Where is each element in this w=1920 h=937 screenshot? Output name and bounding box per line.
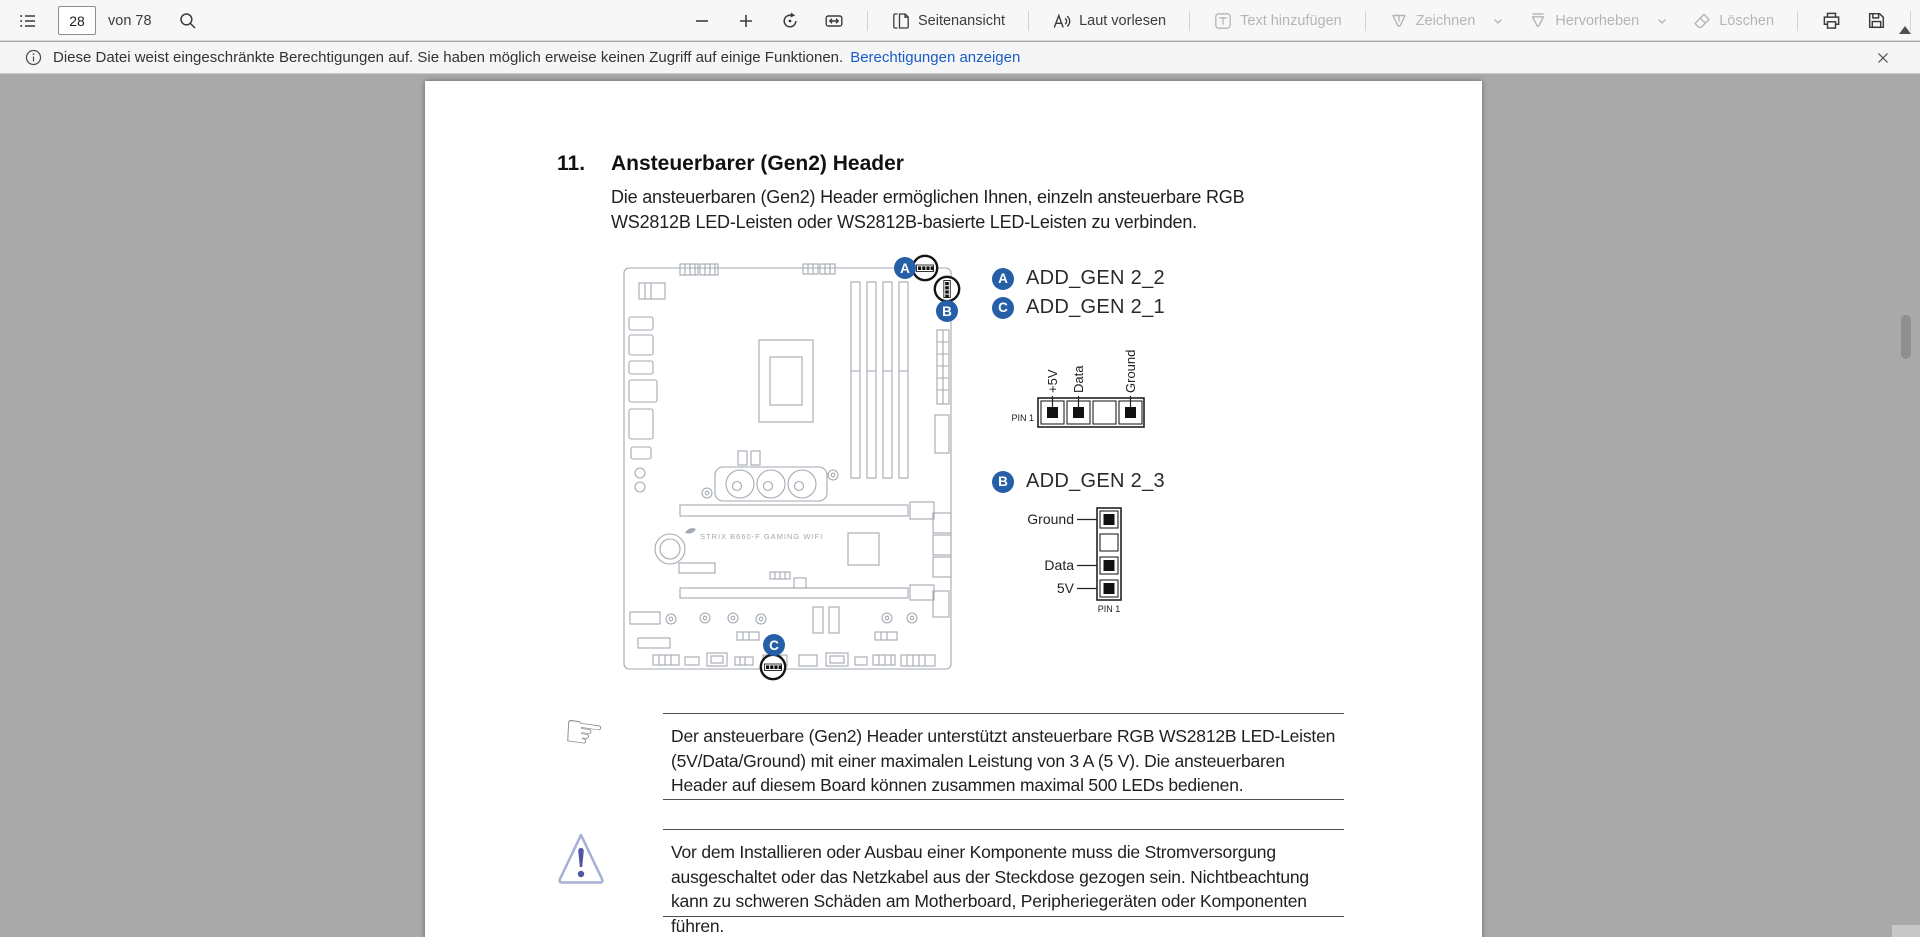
table-of-contents-icon — [18, 11, 38, 31]
toolbar-main-group — [690, 0, 1920, 41]
scrollbar-thumb[interactable] — [1901, 315, 1911, 359]
pdf-canvas — [0, 74, 1920, 937]
page-view-label: Seitenansicht — [918, 12, 1006, 29]
show-permissions-link[interactable]: Berechtigungen anzeigen — [850, 49, 1021, 66]
pin-label-5v: +5V — [1045, 369, 1060, 393]
draw-button[interactable] — [1387, 9, 1507, 33]
info-icon — [24, 48, 43, 67]
save-floppy-icon — [1866, 10, 1887, 31]
note-hand-icon: ☞ — [559, 702, 608, 762]
read-aloud-button[interactable] — [1050, 9, 1168, 33]
legend-label-add-gen-2-1: ADD_GEN 2_1 — [1026, 296, 1165, 318]
toolbar-divider — [1189, 11, 1190, 31]
section-number: 11. — [557, 152, 586, 175]
zoom-out-button[interactable] — [690, 9, 714, 33]
section-title: Ansteuerbarer (Gen2) Header — [611, 152, 904, 175]
pin1-label: PIN 1 — [1097, 604, 1121, 614]
erase-label: Löschen — [1719, 12, 1775, 29]
draw-pen-icon — [1389, 11, 1409, 31]
warning-triangle-icon — [557, 831, 605, 887]
save-button[interactable] — [1864, 8, 1889, 33]
pdf-toolbar — [0, 0, 1920, 41]
legend-label-add-gen-2-2: ADD_GEN 2_2 — [1026, 267, 1165, 289]
legend-marker-c: C — [992, 297, 1014, 319]
read-aloud-label: Laut vorlesen — [1079, 12, 1167, 29]
add-text-icon — [1213, 11, 1233, 31]
toolbar-divider — [1028, 11, 1029, 31]
fit-to-width-button[interactable] — [822, 9, 846, 33]
erase-button[interactable] — [1690, 9, 1776, 33]
pdf-page — [425, 81, 1482, 937]
pin-label-data: Data — [1044, 557, 1074, 573]
motherboard-diagram — [623, 261, 968, 681]
add-text-label: Text hinzufügen — [1240, 12, 1342, 29]
legend-row — [992, 470, 1165, 493]
search-icon — [178, 11, 198, 31]
printer-icon — [1821, 10, 1842, 31]
close-icon[interactable] — [1874, 49, 1892, 67]
page-view-button[interactable] — [889, 9, 1007, 33]
board-marker-b: B — [936, 300, 958, 322]
page-view-icon — [891, 11, 911, 31]
rotate-button[interactable] — [778, 9, 802, 33]
legend-row — [992, 267, 1165, 290]
print-button[interactable] — [1819, 8, 1844, 33]
toolbar-left-group — [16, 0, 200, 41]
toolbar-divider — [1365, 11, 1366, 31]
header-callout-ring-c — [758, 652, 788, 682]
legend-label-add-gen-2-3: ADD_GEN 2_3 — [1026, 470, 1165, 492]
table-of-contents-button[interactable] — [16, 9, 40, 33]
note-text: Der ansteuerbare (Gen2) Header unterstützt ansteuerbare RGB WS2812B LED-Leisten (5V/Data/Ground) mit einer maximalen Leistung von 3 A (5 V). Die ansteuerbaren Header auf diesem Board können zusammen maximal 500 LEDs bedienen. — [663, 713, 1344, 800]
toolbar-divider — [1797, 11, 1798, 31]
legend-marker-b: B — [992, 471, 1014, 493]
notification-message: Diese Datei weist eingeschränkte Berechtigungen auf. Sie haben möglich erweise keinen Zugriff auf einige Funktionen. — [53, 49, 844, 66]
board-marker-c: C — [763, 634, 785, 656]
zoom-in-icon — [736, 11, 756, 31]
warning-text: Vor dem Installieren oder Ausbau einer Komponente muss die Stromversorgung ausgeschaltet oder das Netzkabel aus der Steckdose gezogen sein. Nichtbeachtung kann zu schweren Schäden am Motherboard, Peripheriegeräten oder Komponenten führen. — [663, 829, 1344, 917]
pin-label-ground: Ground — [1027, 511, 1074, 527]
fit-to-width-icon — [824, 11, 844, 31]
section-intro-paragraph: Die ansteuerbaren (Gen2) Header ermöglichen Ihnen, einzeln ansteuerbare RGB WS2812B LED-Leisten oder WS2812B-basierte LED-Leisten zu verbinden. — [611, 187, 1245, 232]
zoom-in-button[interactable] — [734, 9, 758, 33]
rotate-icon — [780, 11, 800, 31]
pin-label-data: Data — [1071, 365, 1086, 393]
page-number-input[interactable] — [58, 6, 96, 35]
pin-diagram-horizontal — [1000, 311, 1160, 433]
pin1-label: PIN 1 — [1011, 413, 1034, 423]
chevron-down-icon — [1656, 15, 1668, 27]
board-marker-a: A — [894, 257, 916, 279]
legend-marker-a: A — [992, 268, 1014, 290]
zoom-out-icon — [692, 11, 712, 31]
eraser-icon — [1692, 11, 1712, 31]
pin-label-5v: 5V — [1056, 580, 1074, 596]
draw-label: Zeichnen — [1415, 12, 1476, 29]
highlighter-icon — [1528, 11, 1548, 31]
scrollbar-up-arrow[interactable] — [1899, 26, 1911, 34]
chevron-down-icon — [1492, 15, 1504, 27]
pin-label-ground: Ground — [1123, 349, 1138, 393]
highlight-label: Hervorheben — [1555, 12, 1640, 29]
highlight-button[interactable] — [1526, 9, 1670, 33]
pin-diagram-vertical — [1020, 506, 1160, 621]
read-aloud-icon — [1052, 11, 1072, 31]
add-text-button[interactable] — [1211, 9, 1344, 33]
permissions-notification-bar — [0, 42, 1920, 74]
page-count-label: von 78 — [108, 12, 152, 29]
search-button[interactable] — [176, 9, 200, 33]
board-model-label: STRIX B660-F GAMING WIFI — [700, 532, 824, 541]
scrollbar-corner — [1892, 925, 1920, 937]
toolbar-divider — [867, 11, 868, 31]
